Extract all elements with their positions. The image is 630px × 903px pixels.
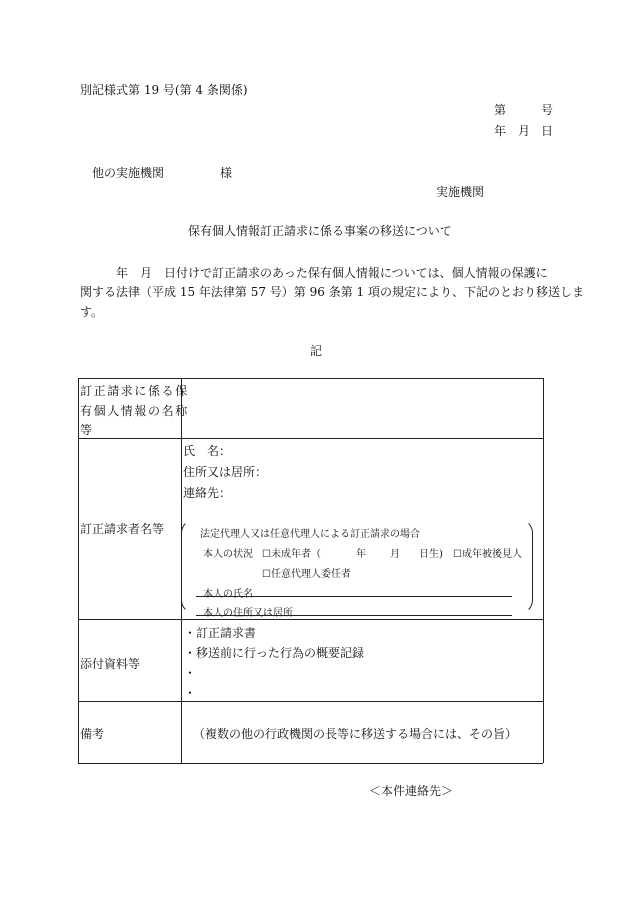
requester-contact-field: 連絡先：	[183, 486, 232, 500]
principal-name-line	[196, 596, 512, 597]
body-line-1: 年 月 日付けで訂正請求のあった保有個人情報については、個人情報の保護に	[80, 266, 548, 280]
recipient-honorific: 様	[220, 166, 233, 180]
table-border-right	[543, 378, 544, 763]
attachment-item-4: ・	[184, 686, 197, 700]
minor-birth-day: 日生)	[419, 549, 443, 560]
remarks-note: （複数の他の行政機関の長等に移送する場合には、その旨）	[193, 727, 518, 741]
recipient-agency: 他の実施機関	[92, 166, 165, 180]
row1-label-line1: 訂正請求に係る保	[80, 384, 189, 398]
delegated-checkbox: ☐任意代理人委任者	[262, 569, 351, 580]
body-line-3: す。	[80, 305, 104, 319]
table-border-bottom	[78, 763, 543, 764]
ki-heading: 記	[310, 344, 323, 358]
document-number-suffix: 号	[541, 103, 554, 117]
adult-ward-checkbox: ☐成年被後見人	[453, 549, 522, 560]
agent-heading: 法定代理人又は任意代理人による訂正請求の場合	[200, 529, 420, 540]
row3-label: 添付資料等	[80, 657, 141, 671]
sender-agency: 実施機関	[436, 185, 485, 199]
body-line-2: 関する法律（平成 15 年法律第 57 号）第 96 条第 1 項の規定により、下記のとおり移送しま	[80, 285, 584, 299]
table-row-divider	[78, 701, 543, 702]
document-subject: 保有個人情報訂正請求に係る事案の移送について	[188, 224, 452, 238]
requester-name-field: 氏 名：	[183, 444, 232, 458]
row1-label-line3: 等	[80, 423, 93, 437]
date-year: 年	[494, 124, 507, 138]
date-month: 月	[518, 124, 531, 138]
principal-address-line	[196, 615, 512, 616]
table-row-divider	[78, 619, 543, 620]
principal-status-label: 本人の状況	[203, 549, 253, 560]
minor-birth-year: 年	[356, 549, 366, 560]
form-title: 別記様式第 19 号(第 4 条関係)	[80, 83, 248, 97]
table-border-top	[78, 378, 543, 379]
principal-name-label: 本人の氏名	[203, 589, 253, 600]
attachment-item-3: ・	[184, 666, 197, 680]
minor-birth-month: 月	[390, 549, 400, 560]
table-row-divider	[78, 438, 543, 439]
attachment-item-2: ・移送前に行った行為の概要記録	[184, 646, 365, 660]
row4-label: 備考	[80, 727, 105, 741]
date-day: 日	[541, 124, 554, 138]
principal-address-label: 本人の住所又は居所	[203, 608, 293, 619]
minor-checkbox: ☐未成年者（	[262, 549, 321, 560]
document-number-prefix: 第	[494, 103, 507, 117]
table-border-left	[78, 378, 79, 763]
requester-address-field: 住所又は居所：	[183, 465, 268, 479]
contact-heading: ＜本件連絡先＞	[369, 784, 454, 798]
row1-label-line2: 有個人情報の名称	[80, 404, 189, 418]
attachment-item-1: ・訂正請求書	[184, 626, 257, 640]
row2-label: 訂正請求者名等	[80, 522, 165, 536]
